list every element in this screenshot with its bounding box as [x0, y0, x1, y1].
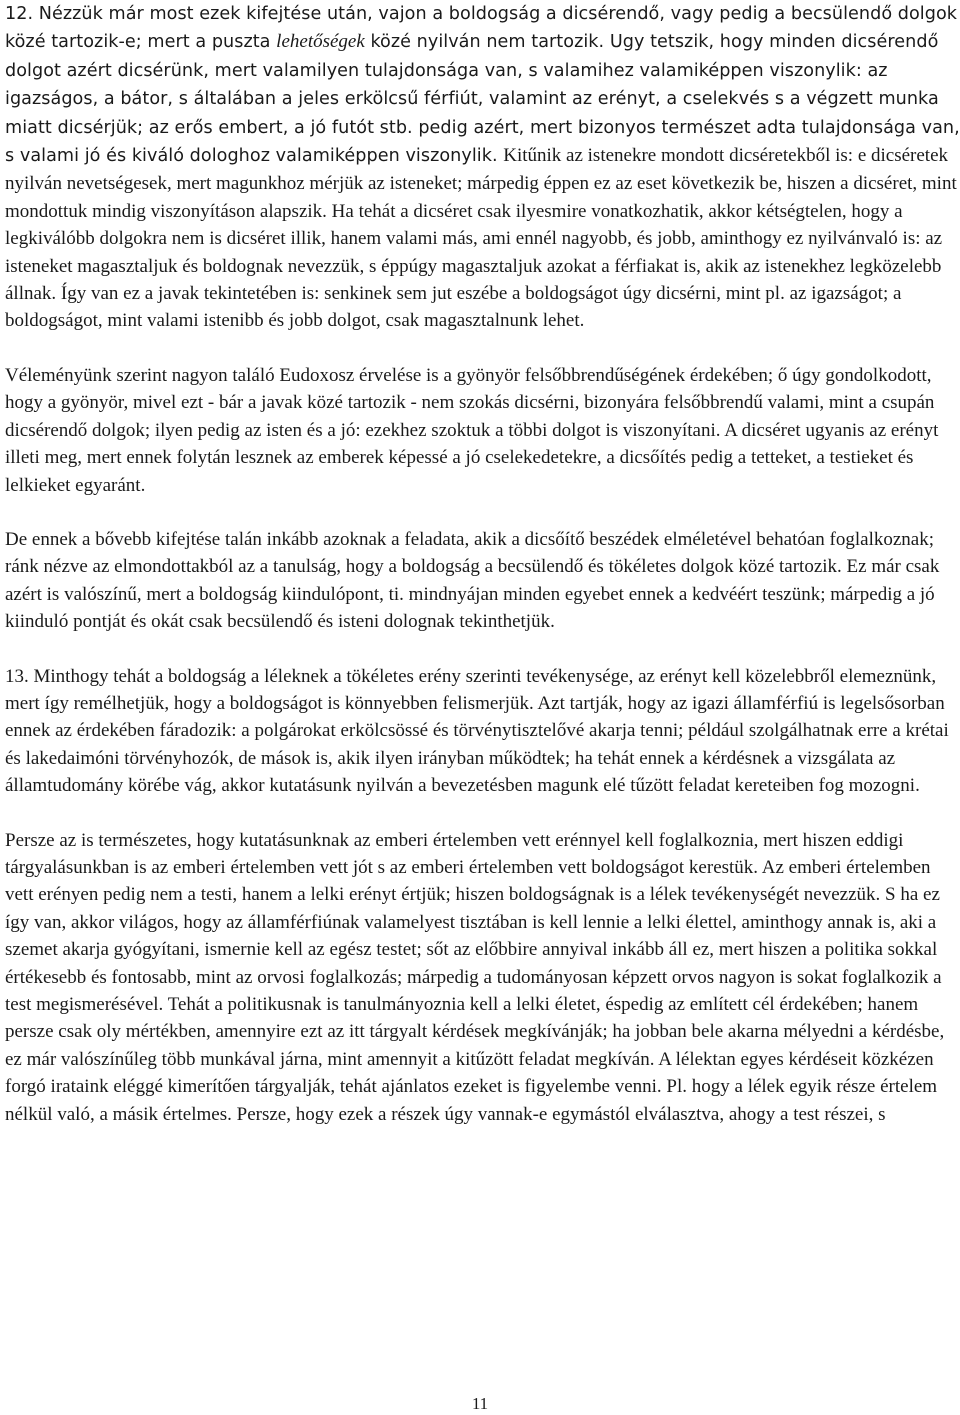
paragraph-gap — [5, 636, 960, 663]
text-segment: közé nyilván nem tartozik. Ugy tetszik, hogy minden dicsérendő dolgot azért dicsérünk, mert valamilyen tulajdonsága van, s valamihez valamiképpen viszonylik: az igazságos, a bátor, s általában a jeles erkölcsű férfiút, valamint az erényt, a cselekvés s a végzett munka miatt dicsérjük; az erős embert, a jó futót stb. pedig azért, mert bizonyos természet adta tulajdonsága van, s valami jó és kiváló dologhoz valamiképpen viszonylik. — [5, 32, 960, 167]
paragraph-bovebb — [5, 526, 960, 636]
document-page — [5, 0, 960, 1128]
text-segment: De ennek a bővebb kifejtése talán inkább azoknak a feladata, akik a dicsőítő beszédek elméletével behatóan foglalkoznak; ránk nézve az elmondottakból az a tanulság, hogy a boldogság a becsülendő és tökéletes dolgok közé tartozik. Ez már csak azért is valószínű, mert a boldogság kiindulópont, ti. mindnyájan minden egyebet ennek a kedvéért teszünk; márpedig a jó kiinduló pontját és okát csak becsülendő és isteni dolognak tekinthetjük. — [5, 528, 940, 633]
text-segment: Véleményünk szerint nagyon találó Eudoxosz érvelése is a gyönyör felsőbbrendűségének érdekében; ő úgy gondolkodott, hogy a gyönyör, mivel ezt - bár a javak közé tartozik - nem szokás dicsérni, bizonyára felsőbbrendű valami, mint a csupán dicsérendő dolgok; ilyen pedig az isten és a jó: ezekhez szoktuk a többi dolgot is viszonyítani. A dicséret ugyanis az erényt illeti meg, mert ennek folytán lesznek az emberek képessé a jó cselekedetekre, a dicsőítés pedig a tetteket, a testieket és lelkieket egyaránt. — [5, 364, 939, 496]
paragraph-eudoxus — [5, 362, 960, 499]
text-segment: 13. Minthogy tehát a boldogság a léleknek a tökéletes erény szerinti tevékenysége, az erényt kell közelebbről elemeznünk, mert így remélhetjük, hogy a boldogságot is könnyebben felismerjük. Azt tartják, hogy az igazi államférfiú is legelsősorban ennek az érdekében fáradozik: a polgárokat erkölcsössé és törvénytisztelővé akarja tenni; például szolgálhatnak erre a krétai és lakedaimóni törvényhozók, de mások is, akik ilyen irányban működtek; ha tehát ennek a kérdésnek a vizsgálata az államtudomány körébe vág, akkor kutatásunk nyilván a bevezetésben magunk elé tűzött feladat kereteiben fog mozogni. — [5, 665, 949, 797]
page-number: 11 — [471, 1394, 489, 1413]
text-segment-italic: lehetőségek — [276, 31, 365, 53]
paragraph-13 — [5, 663, 960, 800]
paragraph-persze — [5, 827, 960, 1128]
text-segment: Kitűnik az istenekre mondott dicséretekből is: e dicséretek nyilván nevetségesek, mert magunkhoz mérjük az isteneket; márpedig éppen ez az eset következik be, hiszen a dicséret, mint mondottuk mindig viszonyításon alapszik. Ha tehát a dicséret csak ilyesmire vonatkozhatik, akkor kétségtelen, hogy a legkiválóbb dolgokra nem is dicséret illik, hanem valami más, ami ennél nagyobb, és jobb, aminthogy ez nyilvánvaló is: az isteneket magasztaljuk és boldognak nevezzük, s éppúgy magasztaljuk azokat a férfiakat is, akik az istenekhez legközelebb állnak. Így van ez a javak tekintetében is: senkinek sem jut eszébe a boldogságot úgy dicsérni, mint pl. az igazságot; a boldogságot, mint valami istenibb és jobb dolgot, csak magasztalnunk lehet. — [5, 145, 957, 332]
paragraph-gap — [5, 335, 960, 362]
paragraph-12 — [5, 0, 960, 335]
paragraph-gap — [5, 800, 960, 827]
text-segment: 12. Nézzük már most ezek kifejtése után, vajon a boldogság a dicsérendő, vagy pedig a becsülendő dolgok közé tartozik-e; mert a puszta — [5, 4, 958, 53]
paragraph-gap — [5, 499, 960, 526]
text-segment: Persze az is természetes, hogy kutatásunknak az emberi értelemben vett erénnyel kell foglalkoznia, mert hiszen eddigi tárgyalásunkban is az emberi értelemben vett jót s az emberi értelemben vett boldogságot kerestük. Az emberi értelemben vett erényen pedig nem a testi, hanem a lelki erényt értjük; hiszen boldogságnak is a lélek tevékenységét nevezzük. S ha ez így van, akkor világos, hogy az államférfiúnak valamelyest tisztában is kell lennie a lelki élettel, aminthogy annak is, aki a szemet akarja gyógyítani, ismernie kell az egész testet; sőt az előbbire annyival inkább áll ez, mert hiszen a politika sokkal értékesebb és fontosabb, mint az orvosi foglalkozás; márpedig a tudományosan képzett orvos nagyon is sokat foglalkozik a test megismerésével. Tehát a politikusnak is tanulmányoznia kell a lelki életet, éspedig az említett cél érdekében; hanem persze csak oly mértékben, amennyire ezt az itt tárgyalt kérdések megkívánják; ha jobban bele akarna mélyedni a kérdésbe, ez már valószínűleg több munkával járna, mint amennyit a kitűzött feladat megkíván. A lélektan egyes kérdéseit közkézen forgó irataink eléggé kimerítően tárgyalják, tehát ajánlatos ezeket is figyelembe venni. Pl. hogy a lélek egyik része értelem nélkül való, a másik értelmes. Persze, hogy ezek a részek úgy vannak-e egymástól elválasztva, ahogy a test részei, s — [5, 829, 945, 1125]
